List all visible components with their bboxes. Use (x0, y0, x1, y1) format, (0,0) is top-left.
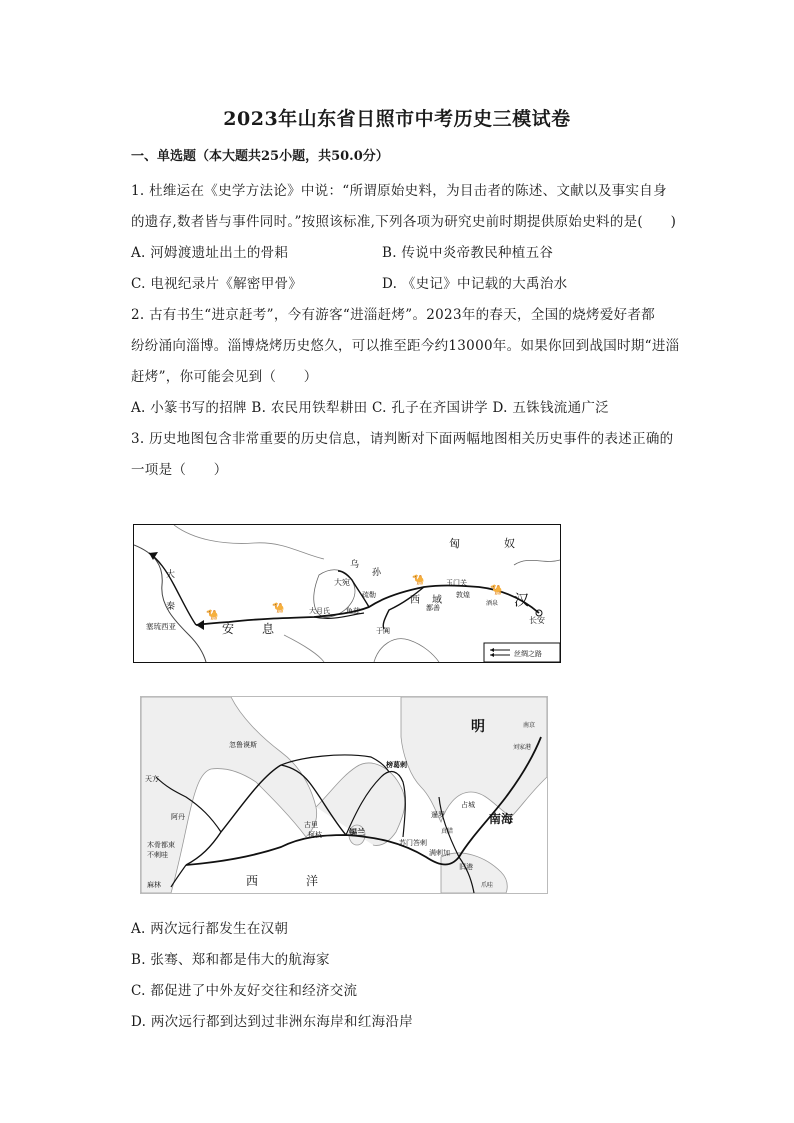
map1-changan: 长安 (529, 616, 545, 625)
q3-option-a[interactable]: A. 两次远行都发生在汉朝 (131, 921, 289, 937)
map1-wusun-2: 孙 (372, 568, 382, 578)
map2-malindi: 麻林 (147, 881, 161, 889)
q1-option-d[interactable]: D. 《史记》中记载的大禹治水 (382, 276, 568, 292)
map2-chenla: 真腊 (441, 828, 454, 835)
svg-text:🐪: 🐪 (490, 585, 503, 596)
svg-text:🐪: 🐪 (206, 610, 219, 621)
map2-nanjing: 南京 (523, 722, 536, 729)
svg-text:🐪: 🐪 (272, 603, 285, 614)
map1-xiyu-1: 西 (410, 595, 420, 606)
map2-hormuz: 忽鲁谟斯 (229, 741, 257, 749)
q2-stem-line2: 纷纷涌向淄博。淄博烧烤历史悠久，可以推至距今约13000年。如果你回到战国时期“进淄 (131, 338, 680, 354)
q1-option-a[interactable]: A. 河姆渡遗址出土的骨耜 (131, 245, 289, 261)
page-title: 2023年山东省日照市中考历史三模试卷 (223, 108, 571, 130)
map2-guli: 古里 (304, 821, 318, 829)
map2-malacca: 满剌加 (429, 849, 450, 857)
map2-liujiagang: 刘家港 (513, 744, 532, 751)
map1-dunhuang: 敦煌 (456, 591, 470, 599)
zheng-he-map (140, 696, 548, 894)
q2-stem-line1: 2. 古有书生“进京赶考”，今有游客“进淄赶烤”。2023年的春天，全国的烧烤爱好者都 (131, 307, 656, 323)
q3-stem-line1: 3. 历史地图包含非常重要的历史信息，请判断对下面两幅地图相关历史事件的表述正确的 (131, 431, 674, 447)
map2-champa: 占城 (461, 801, 475, 809)
svg-text:🐪: 🐪 (412, 575, 425, 586)
map2-xiyang-1: 西 (246, 874, 259, 888)
map1-daqin-2: 秦 (166, 602, 176, 612)
map1-yutian: 于阗 (376, 627, 390, 635)
q3-option-d[interactable]: D. 两次远行都到达到过非洲东海岸和红海沿岸 (131, 1014, 414, 1030)
q2-stem-line3: 赶烤”，你可能会见到（ ） (131, 369, 318, 385)
map2-mogadishu: 木骨都束 (147, 841, 175, 849)
map2-mecca: 天方 (145, 775, 159, 783)
q2-options[interactable]: A. 小篆书写的招牌 B. 农民用铁犁耕田 C. 孔子在齐国讲学 D. 五铢钱流通广泛 (131, 400, 609, 416)
map1-yuezhi: 大月氏 (309, 607, 330, 615)
silk-road-map (133, 524, 561, 663)
map2-nanhai: 南海 (489, 812, 514, 826)
map1-xiongnu-2: 奴 (504, 537, 515, 550)
map2-xilan: 锡兰 (349, 828, 365, 837)
map2-samudera: 苏门答剌 (399, 839, 427, 847)
map1-legend-label: 丝绸之路 (514, 650, 542, 658)
map2-xiyang-2: 洋 (306, 874, 319, 888)
map1-han: 汉 (514, 591, 530, 609)
map1-anxi-1: 安 (222, 622, 235, 636)
map2-bengal: 榜葛剌 (386, 761, 407, 769)
map2-brava: 不剌哇 (147, 851, 168, 859)
q1-option-b[interactable]: B. 传说中炎帝教民种植五谷 (382, 245, 554, 261)
map2-java: 爪哇 (481, 882, 494, 889)
q1-stem-line2: 的遗存,数者皆与事件同时。”按照该标准,下列各项为研究史前时期提供原始史料的是( ) (131, 214, 677, 230)
map1-jiuquan: 酒泉 (486, 600, 499, 607)
map1-shule: 疏勒 (362, 591, 376, 599)
section-heading: 一、单选题（本大题共25小题，共50.0分） (131, 149, 389, 164)
map1-wusun-1: 乌 (350, 560, 360, 570)
map1-anxi-2: 息 (262, 622, 275, 636)
q3-option-b[interactable]: B. 张骞、郑和都是伟大的航海家 (131, 952, 330, 968)
q3-option-c[interactable]: C. 都促进了中外友好交往和经济交流 (131, 983, 358, 999)
map1-daqin-1: 大 (166, 570, 176, 580)
map1-qiuci: 龟兹 (346, 607, 360, 615)
q3-stem-line2: 一项是（ ） (131, 462, 228, 478)
map1-xiyu-2: 域 (432, 595, 442, 606)
q1-stem-line1: 1. 杜维运在《史学方法论》中说：“所谓原始史料，为目击者的陈述、文献以及事实自身 (131, 183, 667, 199)
map2-ming: 明 (471, 719, 485, 735)
map1-dayuan: 大宛 (334, 578, 350, 587)
map2-aden: 阿丹 (171, 813, 185, 821)
q1-option-c[interactable]: C. 电视纪录片《解密甲骨》 (131, 276, 303, 292)
map2-kezhi: 柯枝 (308, 831, 322, 839)
map2-siam: 暹罗 (431, 811, 445, 819)
map2-palembang: 旧港 (459, 863, 473, 871)
map1-xiongnu-1: 匈 (449, 537, 460, 550)
map1-yumen: 玉门关 (446, 579, 467, 587)
map1-seleucia: 塞琉西亚 (146, 622, 176, 631)
map1-shanshan: 鄯善 (426, 604, 440, 612)
